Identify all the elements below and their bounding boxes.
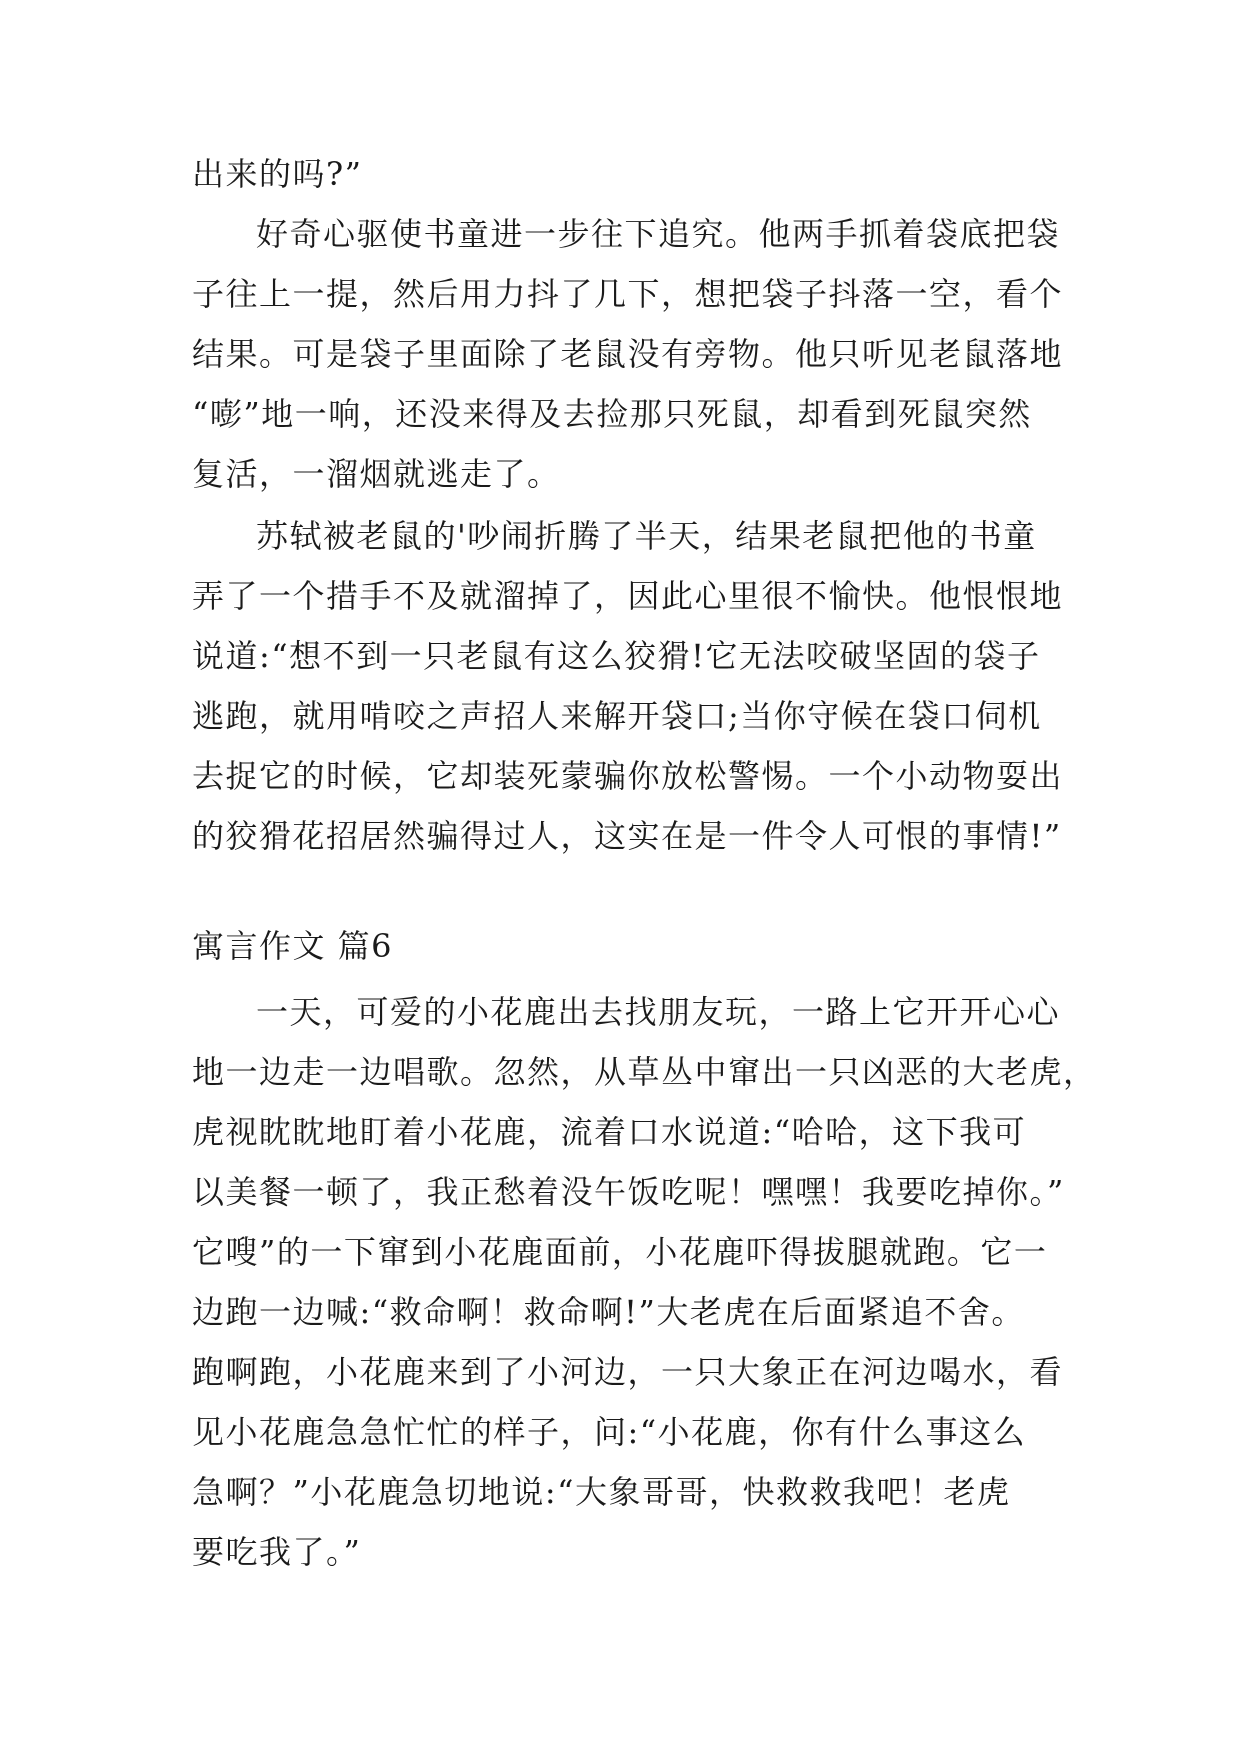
text-line: 说道:“想不到一只老鼠有这么狡猾!它无法咬破坚固的袋子 <box>192 637 1041 675</box>
text-line: 它嗖”的一下窜到小花鹿面前，小花鹿吓得拔腿就跑。它一 <box>192 1233 1048 1271</box>
text-line: 逃跑，就用啃咬之声招人来解开袋口;当你守候在袋口伺机 <box>192 697 1042 735</box>
paragraph-first-line: 一天，可爱的小花鹿出去找朋友玩，一路上它开开心心 <box>256 993 1061 1031</box>
text-line: 复活，一溜烟就逃走了。 <box>192 455 561 493</box>
text-line: “嘭”地一响，还没来得及去捡那只死鼠，却看到死鼠突然 <box>192 395 1032 433</box>
section-heading: 寓言作文 篇6 <box>192 927 394 965</box>
text-line: 见小花鹿急急忙忙的样子，问:“小花鹿，你有什么事这么 <box>192 1413 1027 1451</box>
text-line: 急啊？”小花鹿急切地说:“大象哥哥，快救救我吧！老虎 <box>192 1473 1011 1511</box>
text-line: 跑啊跑，小花鹿来到了小河边，一只大象正在河边喝水，看 <box>192 1353 1064 1391</box>
text-line: 去捉它的时候，它却装死蒙骗你放松警惕。一个小动物耍出 <box>192 757 1064 795</box>
text-line: 虎视眈眈地盯着小花鹿，流着口水说道:“哈哈，这下我可 <box>192 1113 1027 1151</box>
text-line: 结果。可是袋子里面除了老鼠没有旁物。他只听见老鼠落地 <box>192 335 1064 373</box>
paragraph-first-line: 好奇心驱使书童进一步往下追究。他两手抓着袋底把袋 <box>256 215 1061 253</box>
text-line: 要吃我了。” <box>192 1533 362 1571</box>
text-line: 子往上一提，然后用力抖了几下，想把袋子抖落一空，看个 <box>192 275 1064 313</box>
text-line: 出来的吗?” <box>192 155 363 193</box>
text-line: 以美餐一顿了，我正愁着没午饭吃呢！嘿嘿！我要吃掉你。” <box>192 1173 1065 1211</box>
paragraph-first-line: 苏轼被老鼠的'吵闹折腾了半天，结果老鼠把他的书童 <box>256 517 1037 555</box>
text-line: 弄了一个措手不及就溜掉了，因此心里很不愉快。他恨恨地 <box>192 577 1064 615</box>
text-line: 边跑一边喊:“救命啊！救命啊!”大老虎在后面紧追不舍。 <box>192 1293 1025 1331</box>
text-line: 地一边走一边唱歌。忽然，从草丛中窜出一只凶恶的大老虎， <box>192 1053 1097 1091</box>
text-line: 的狡猾花招居然骗得过人，这实在是一件令人可恨的事情!” <box>192 817 1062 855</box>
